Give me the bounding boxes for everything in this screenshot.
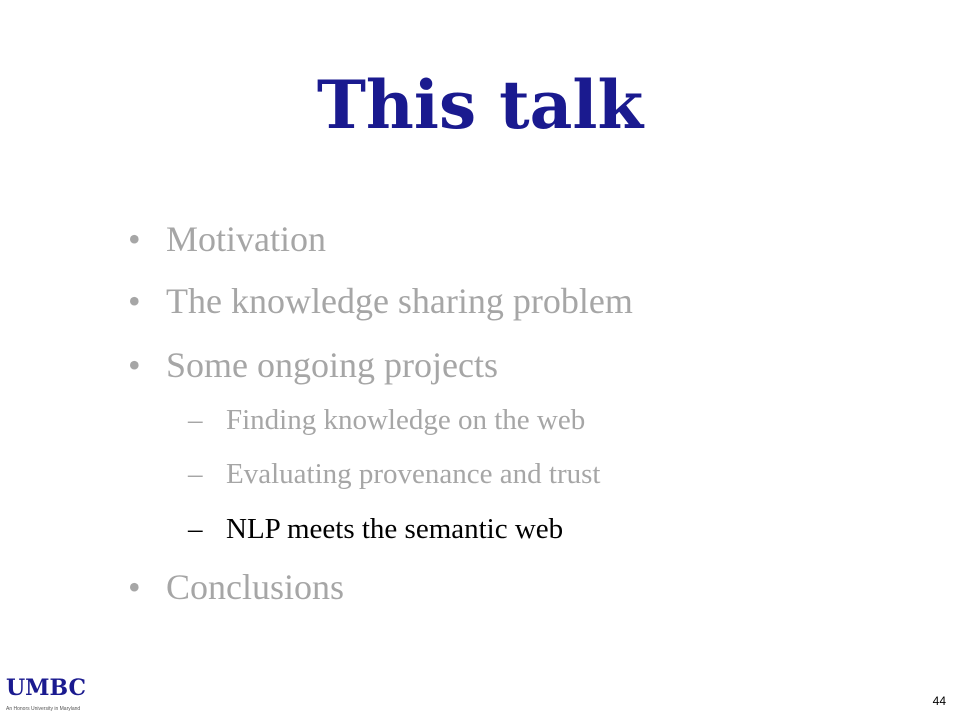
sub-bullet-item-provenance-trust — [188, 454, 600, 494]
bullet-text: Finding knowledge on the web — [226, 404, 586, 436]
bullet-text: The knowledge sharing problem — [166, 281, 633, 321]
bullet-item-knowledge-sharing — [128, 277, 633, 325]
bullet-item-motivation — [128, 215, 326, 263]
slide-number: 44 — [932, 694, 946, 708]
dash-marker: – — [188, 513, 203, 545]
bullet-item-ongoing-projects — [128, 341, 498, 389]
sub-bullet-item-nlp-semantic-web — [188, 509, 563, 549]
sub-bullet-item-finding-knowledge — [188, 400, 585, 440]
logo-tagline: An Honors University in Maryland — [6, 706, 81, 712]
bullet-item-conclusions — [128, 563, 344, 611]
logo-text: UMBC — [6, 675, 87, 701]
bullet-marker: • — [128, 567, 141, 607]
bullet-text: Motivation — [166, 219, 326, 259]
bullet-marker: • — [128, 281, 141, 321]
bullet-text: Some ongoing projects — [166, 345, 498, 385]
bullet-marker: • — [128, 219, 141, 259]
bullet-text: Conclusions — [166, 567, 345, 607]
dash-marker: – — [188, 404, 203, 436]
bullet-text: NLP meets the semantic web — [226, 513, 564, 545]
dash-marker: – — [188, 458, 203, 490]
umbc-logo — [6, 676, 96, 716]
bullet-text: Evaluating provenance and trust — [226, 458, 601, 490]
bullet-marker: • — [128, 345, 141, 385]
slide-title: This talk — [316, 66, 644, 144]
